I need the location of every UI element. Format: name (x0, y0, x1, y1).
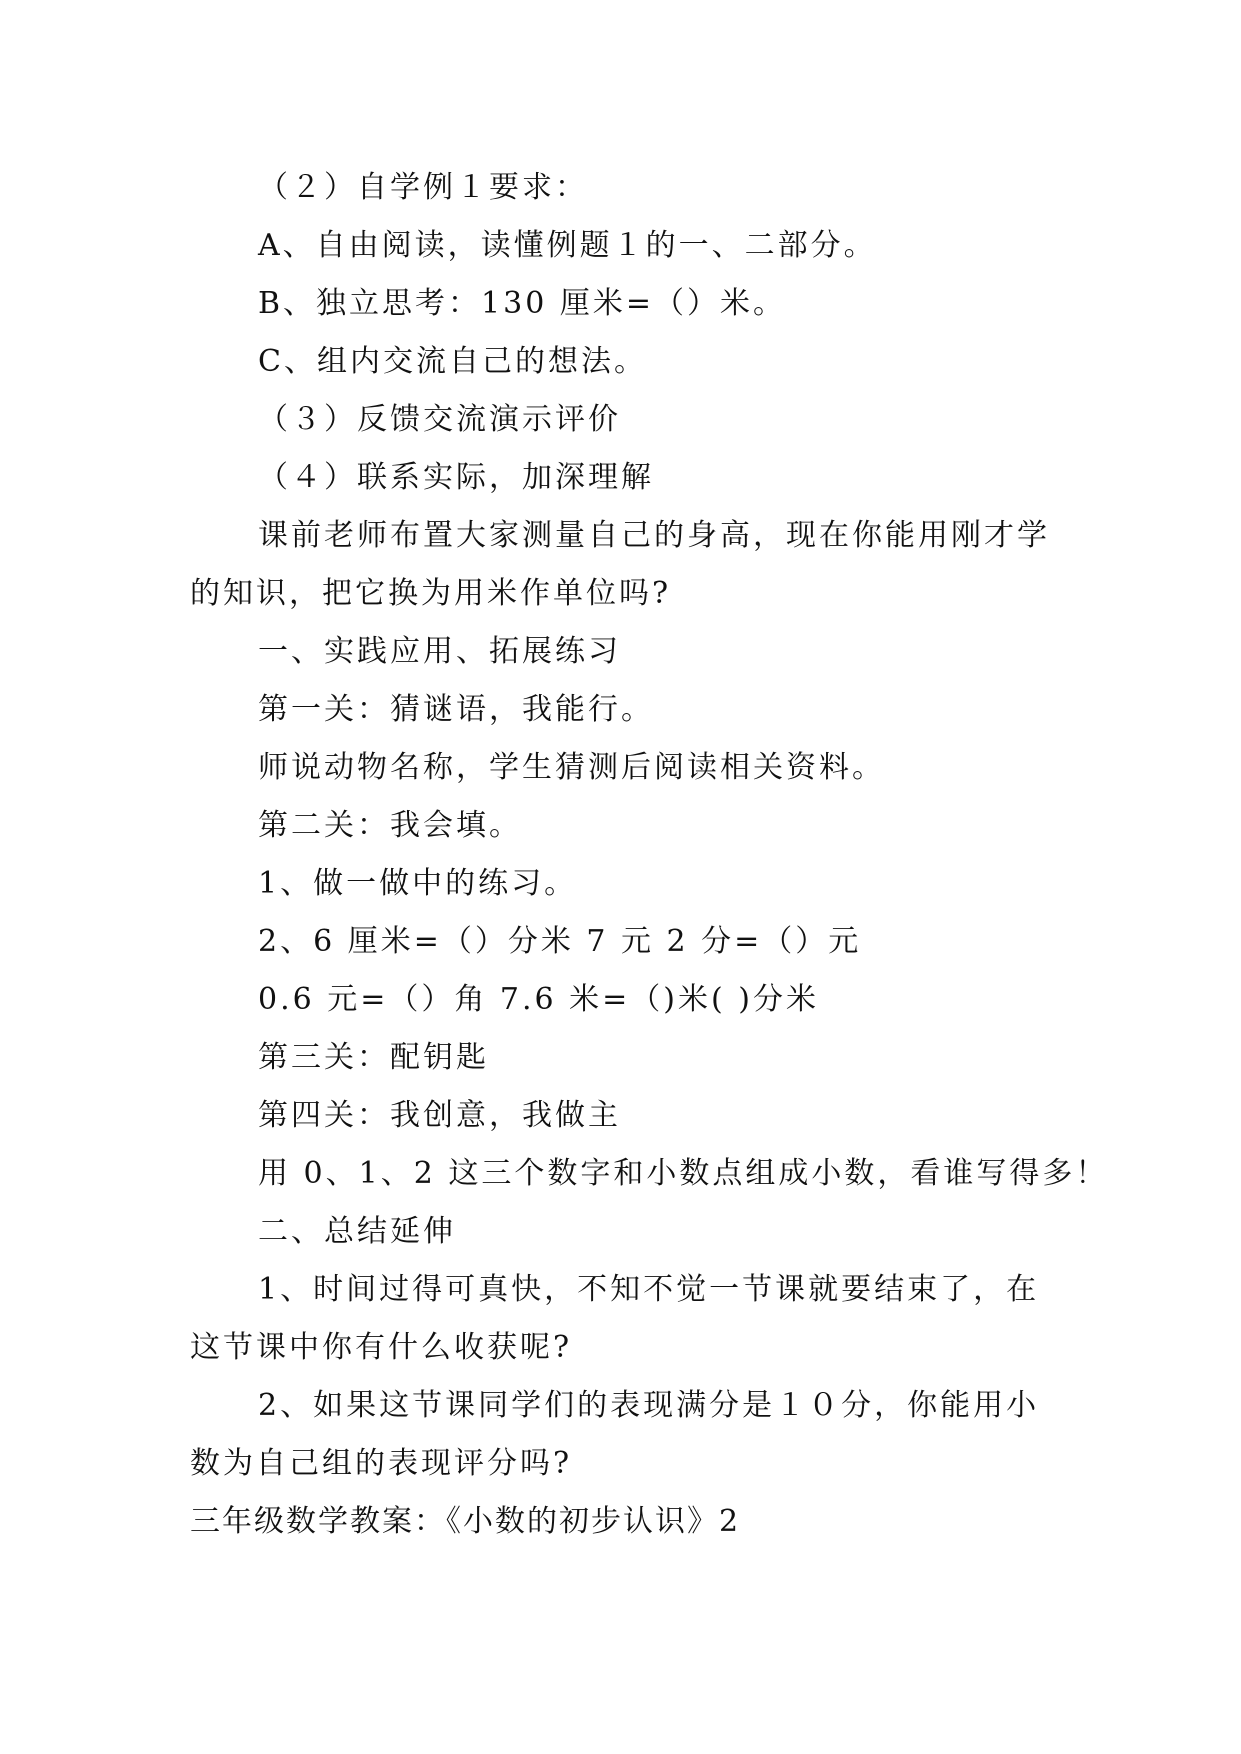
paragraph-line: 数为自己组的表现评分吗? (190, 1446, 573, 1481)
paragraph-line: 师说动物名称，学生猜测后阅读相关资料。 (258, 750, 885, 785)
paragraph-line: 0.6 元=（）角 7.6 米=（)米( )分米 (258, 982, 819, 1017)
paragraph-line: （２）自学例１要求： (258, 170, 588, 205)
paragraph-line: A、自由阅读，读懂例题１的一、二部分。 (258, 228, 877, 263)
section-heading: 二、总结延伸 (258, 1214, 456, 1249)
paragraph-line: 第三关：配钥匙 (258, 1040, 489, 1075)
paragraph-line: 用 0、1、2 这三个数字和小数点组成小数，看谁写得多！ (258, 1156, 1109, 1191)
paragraph-line: 的知识，把它换为用米作单位吗? (190, 576, 672, 611)
paragraph-line: 1、时间过得可真快，不知不觉一节课就要结束了，在 (258, 1272, 1040, 1307)
paragraph-line: 第二关：我会填。 (258, 808, 522, 843)
paragraph-line: 1、做一做中的练习。 (258, 866, 578, 901)
paragraph-line: 2、如果这节课同学们的表现满分是１０分，你能用小 (258, 1388, 1040, 1423)
paragraph-line: 2、6 厘米=（）分米 7 元 2 分=（）元 (258, 924, 862, 959)
paragraph-line: （４）联系实际，加深理解 (258, 460, 654, 495)
section-heading: 一、实践应用、拓展练习 (258, 634, 621, 669)
paragraph-line: 第一关：猜谜语，我能行。 (258, 692, 654, 727)
paragraph-line: 课前老师布置大家测量自己的身高，现在你能用刚才学 (258, 518, 1050, 553)
paragraph-line: B、独立思考：130 厘米=（）米。 (258, 286, 786, 321)
paragraph-line: 第四关：我创意，我做主 (258, 1098, 621, 1133)
document-title: 三年级数学教案：《小数的初步认识》2 (190, 1504, 741, 1539)
paragraph-line: （３）反馈交流演示评价 (258, 402, 621, 437)
paragraph-line: 这节课中你有什么收获呢? (190, 1330, 573, 1365)
paragraph-line: C、组内交流自己的想法。 (258, 344, 647, 379)
